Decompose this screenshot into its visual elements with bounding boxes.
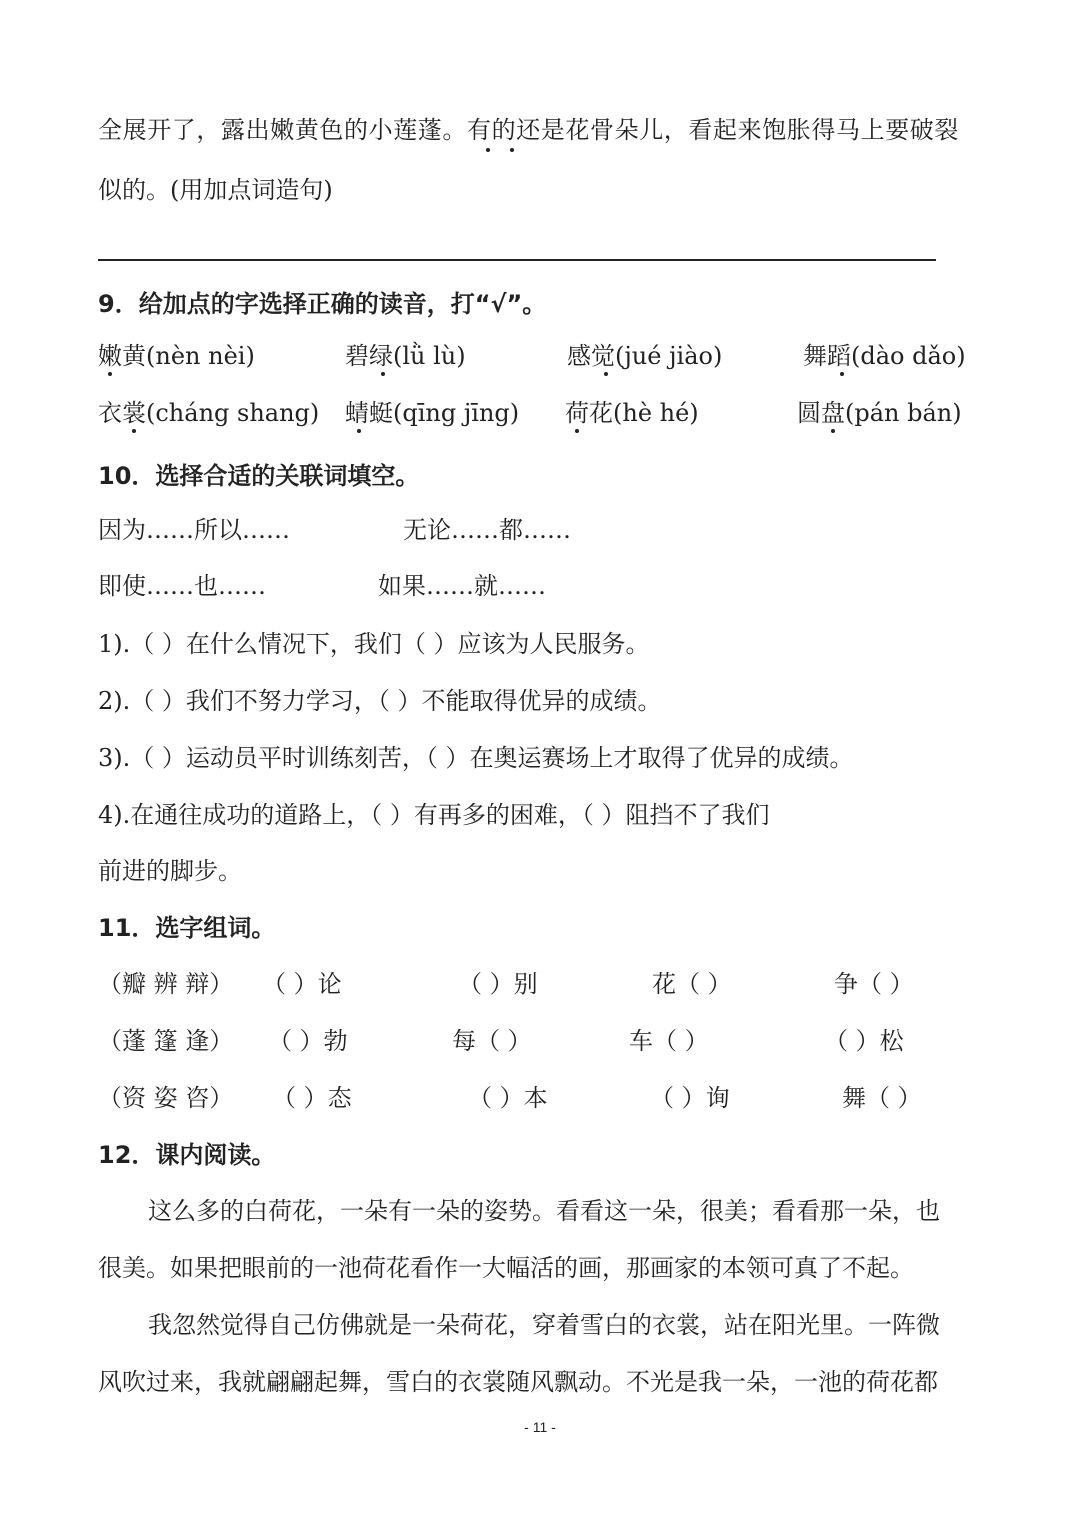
pinyin-option: 蜻蜓(qīng jīng): [345, 399, 520, 427]
pinyin-option: 嫩黄(nèn nèi): [98, 342, 255, 370]
word-blank: （ ）态: [272, 1084, 352, 1112]
conjunction-option: 无论……都……: [403, 516, 571, 544]
emphasis-dot: [132, 429, 136, 433]
word-blank: 舞（ ）: [842, 1084, 922, 1112]
emphasis-dot: [357, 429, 361, 433]
word-blank: （ ）本: [468, 1084, 548, 1112]
word-blank: （ ）松: [824, 1027, 904, 1055]
passage-line: 全展开了，露出嫩黄色的小莲蓬。有的还是花骨朵儿，看起来饱胀得马上要破裂: [98, 116, 959, 144]
pinyin-option: 荷花(hè hé): [565, 399, 699, 427]
word-blank: 争（ ）: [834, 970, 914, 998]
pinyin-option: 衣裳(cháng shang): [98, 399, 320, 427]
fill-item: 4).在通往成功的道路上，（ ）有再多的困难，（ ）阻挡不了我们: [98, 801, 770, 829]
emphasis-dot: [604, 372, 608, 376]
pinyin-option: 舞蹈(dào dǎo): [803, 342, 966, 370]
fill-item: 1).（ ）在什么情况下，我们（ ）应该为人民服务。: [98, 630, 650, 658]
pinyin-option: 碧绿(lǜ lù): [345, 342, 466, 370]
emphasis-dot: [510, 148, 514, 152]
word-blank: （ ）别: [458, 970, 538, 998]
answer-line: [98, 259, 936, 261]
char-group: （资 姿 咨）: [98, 1084, 234, 1112]
word-blank: （ ）勃: [268, 1027, 348, 1055]
emphasis-dot: [831, 429, 835, 433]
passage-line: 似的。(用加点词造句): [98, 176, 333, 204]
word-blank: 花（ ）: [652, 970, 732, 998]
char-group: （瓣 辨 辩）: [98, 970, 234, 998]
conjunction-option: 如果……就……: [378, 572, 546, 600]
pinyin-option: 圆盘(pán bán): [797, 399, 962, 427]
word-blank: （ ）询: [650, 1084, 730, 1112]
word-blank: 车（ ）: [629, 1027, 709, 1055]
word-blank: 每（ ）: [452, 1027, 532, 1055]
conjunction-option: 即使……也……: [98, 572, 266, 600]
emphasis-dot: [108, 372, 112, 376]
emphasis-dot: [486, 148, 490, 152]
reading-passage-line: 很美。如果把眼前的一池荷花看作一大幅活的画，那画家的本领可真了不起。: [98, 1254, 914, 1282]
pinyin-option: 感觉(jué jiào): [567, 342, 723, 370]
conjunction-option: 因为……所以……: [98, 516, 290, 544]
page-number: - 11 -: [524, 1419, 556, 1435]
question-11-title: 11．选字组词。: [98, 914, 276, 942]
emphasis-dot: [840, 372, 844, 376]
emphasis-dot: [381, 372, 385, 376]
char-group: （蓬 篷 逢）: [98, 1027, 234, 1055]
reading-passage-line: 风吹过来，我就翩翩起舞，雪白的衣裳随风飘动。不光是我一朵，一池的荷花都: [98, 1368, 938, 1396]
word-blank: （ ）论: [262, 970, 342, 998]
fill-item: 3).（ ）运动员平时训练刻苦，（ ）在奥运赛场上才取得了优异的成绩。: [98, 744, 854, 772]
reading-passage-line: 这么多的白荷花，一朵有一朵的姿势。看看这一朵，很美；看看那一朵，也: [148, 1197, 940, 1225]
question-9-title: 9．给加点的字选择正确的读音，打“√”。: [98, 290, 547, 318]
question-10-title: 10．选择合适的关联词填空。: [98, 462, 420, 490]
fill-item: 2).（ ）我们不努力学习，（ ）不能取得优异的成绩。: [98, 687, 662, 715]
reading-passage-line: 我忽然觉得自己仿佛就是一朵荷花，穿着雪白的衣裳，站在阳光里。一阵微: [148, 1311, 940, 1339]
emphasis-dot: [575, 429, 579, 433]
question-12-title: 12．课内阅读。: [98, 1141, 276, 1169]
fill-item: 前进的脚步。: [98, 857, 242, 885]
